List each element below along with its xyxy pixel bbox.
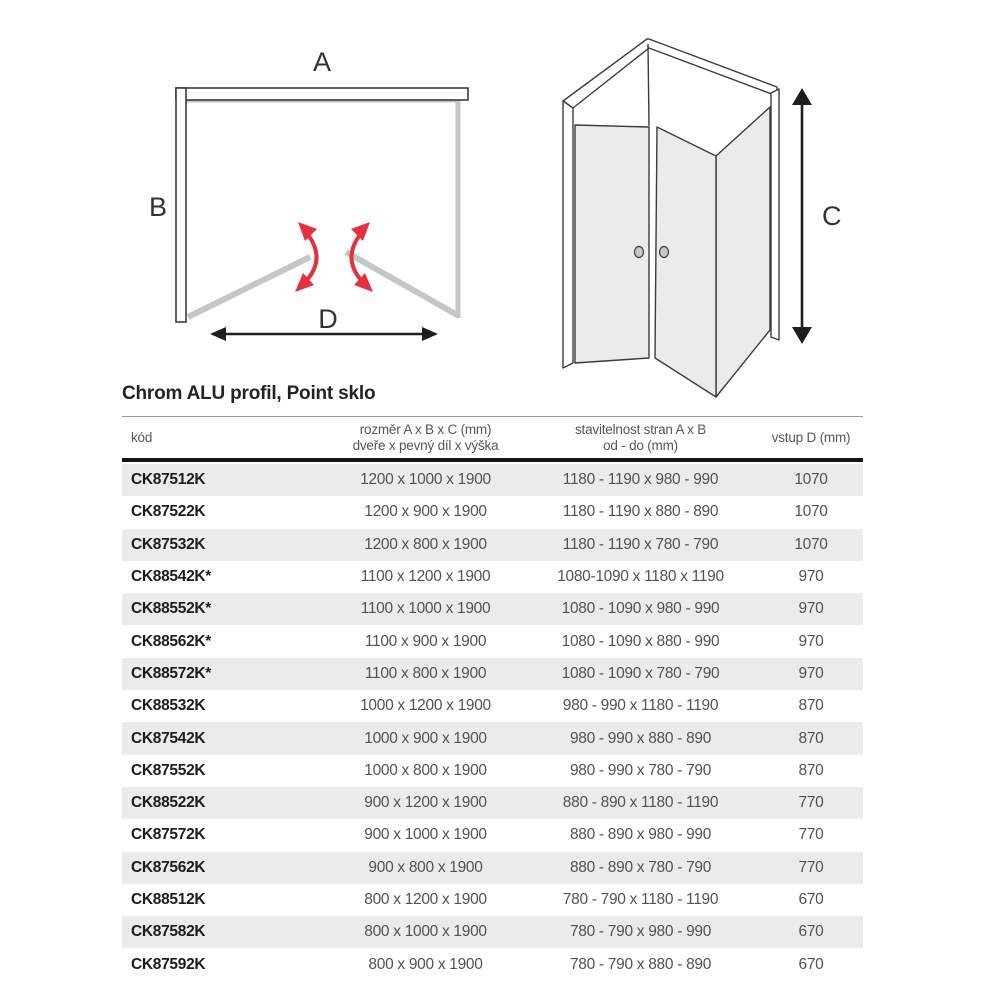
side-panel-glass bbox=[716, 107, 770, 397]
cell-adjustability: 880 - 890 x 780 - 790 bbox=[569, 858, 712, 876]
table-row bbox=[122, 722, 863, 754]
cell-adjustability: 1080 - 1090 x 780 - 790 bbox=[561, 664, 720, 682]
label-d: D bbox=[318, 304, 338, 334]
table-row bbox=[122, 529, 863, 561]
wall-profile-a bbox=[176, 88, 468, 100]
col-header-rozmer-line1: rozměr A x B x C (mm) bbox=[359, 421, 492, 437]
cell-product-code: CK87542K bbox=[131, 729, 206, 747]
door-left-open bbox=[188, 257, 310, 317]
table-row bbox=[122, 464, 863, 496]
cell-product-code: CK87572K bbox=[131, 826, 206, 844]
right-wall-profile bbox=[771, 89, 779, 340]
table-row bbox=[122, 593, 863, 625]
cell-entry-width: 670 bbox=[798, 923, 824, 941]
cell-dimensions: 900 x 800 x 1900 bbox=[368, 858, 483, 876]
cell-dimensions: 1200 x 800 x 1900 bbox=[364, 535, 487, 553]
cell-product-code: CK88562K* bbox=[131, 632, 212, 650]
col-header-stavitelnost-line2: od - do (mm) bbox=[603, 437, 678, 453]
label-a: A bbox=[312, 47, 332, 77]
cell-dimensions: 900 x 1000 x 1900 bbox=[364, 826, 487, 844]
cell-adjustability: 1080-1090 x 1180 x 1190 bbox=[557, 568, 724, 586]
elevation-view-diagram bbox=[540, 22, 880, 407]
spec-table bbox=[122, 416, 863, 981]
table-row bbox=[122, 819, 863, 851]
cell-adjustability: 780 - 790 x 880 - 890 bbox=[569, 955, 712, 973]
cell-product-code: CK88532K bbox=[131, 697, 206, 715]
cell-dimensions: 900 x 1200 x 1900 bbox=[364, 794, 487, 812]
cell-dimensions: 800 x 900 x 1900 bbox=[368, 955, 483, 973]
corner-edge-line bbox=[648, 44, 649, 126]
cell-entry-width: 1070 bbox=[794, 503, 828, 521]
cell-adjustability: 980 - 990 x 1180 - 1190 bbox=[562, 697, 719, 715]
right-door-knob-icon bbox=[660, 247, 669, 258]
left-wall-profile bbox=[563, 101, 573, 368]
cell-entry-width: 970 bbox=[798, 568, 824, 586]
cell-product-code: CK87592K bbox=[131, 955, 206, 973]
plan-view-diagram bbox=[128, 38, 488, 368]
table-row bbox=[122, 787, 863, 819]
cell-product-code: CK87512K bbox=[131, 471, 206, 489]
cell-dimensions: 800 x 1000 x 1900 bbox=[364, 923, 487, 941]
cell-product-code: CK88572K* bbox=[131, 664, 212, 682]
cell-entry-width: 1070 bbox=[794, 535, 828, 553]
label-c: C bbox=[822, 201, 842, 231]
cell-entry-width: 770 bbox=[798, 794, 824, 812]
cell-entry-width: 670 bbox=[798, 891, 824, 908]
col-header-rozmer-line2: dveře x pevný díl x výška bbox=[352, 437, 499, 453]
cell-dimensions: 1000 x 1200 x 1900 bbox=[360, 697, 491, 715]
cell-product-code: CK87562K bbox=[131, 858, 206, 876]
cell-entry-width: 870 bbox=[798, 761, 824, 779]
cell-adjustability: 780 - 790 x 980 - 990 bbox=[569, 923, 712, 941]
cell-product-code: CK87522K bbox=[131, 503, 206, 521]
cell-adjustability: 1180 - 1190 x 780 - 790 bbox=[562, 535, 719, 553]
cell-dimensions: 1100 x 900 x 1900 bbox=[364, 632, 487, 650]
cell-dimensions: 1200 x 1000 x 1900 bbox=[360, 471, 491, 489]
top-frame-profile bbox=[563, 39, 777, 108]
cell-dimensions: 1100 x 800 x 1900 bbox=[364, 664, 487, 682]
cell-adjustability: 880 - 890 x 980 - 990 bbox=[569, 826, 712, 844]
right-door-glass bbox=[655, 127, 716, 397]
table-row bbox=[122, 916, 863, 948]
cell-adjustability: 1080 - 1090 x 880 - 990 bbox=[561, 632, 720, 650]
table-row bbox=[122, 884, 863, 916]
left-door-glass bbox=[575, 125, 649, 363]
cell-product-code: CK88512K bbox=[131, 891, 206, 908]
cell-entry-width: 1070 bbox=[794, 471, 828, 489]
page-title: Chrom ALU profil, Point sklo bbox=[122, 383, 376, 404]
table-row bbox=[122, 948, 863, 980]
cell-adjustability: 980 - 990 x 880 - 890 bbox=[569, 729, 712, 747]
cell-entry-width: 770 bbox=[798, 858, 824, 876]
cell-product-code: CK87552K bbox=[131, 761, 206, 779]
col-header-stavitelnost bbox=[522, 422, 759, 454]
cell-dimensions: 1000 x 800 x 1900 bbox=[364, 761, 487, 779]
table-row bbox=[122, 561, 863, 593]
cell-adjustability: 880 - 890 x 1180 - 1190 bbox=[562, 794, 719, 812]
cell-adjustability: 1080 - 1090 x 980 - 990 bbox=[561, 600, 720, 618]
wall-profile-b bbox=[176, 88, 186, 322]
cell-dimensions: 1200 x 900 x 1900 bbox=[364, 503, 487, 521]
table-row bbox=[122, 658, 863, 690]
cell-entry-width: 970 bbox=[798, 664, 824, 682]
cell-product-code: CK88542K* bbox=[131, 568, 212, 586]
cell-adjustability: 780 - 790 x 1180 - 1190 bbox=[562, 891, 719, 908]
elevation-drawing bbox=[540, 22, 880, 407]
table-row bbox=[122, 496, 863, 528]
label-b: B bbox=[148, 192, 168, 222]
left-door-knob-icon bbox=[635, 247, 644, 258]
dimension-arrow-c bbox=[792, 88, 812, 344]
table-row bbox=[122, 852, 863, 884]
col-header-stavitelnost-line1: stavitelnost stran A x B bbox=[574, 421, 707, 437]
cell-entry-width: 670 bbox=[798, 955, 824, 973]
col-header-rozmer bbox=[329, 422, 522, 454]
cell-product-code: CK88552K* bbox=[131, 600, 212, 618]
cell-entry-width: 970 bbox=[798, 632, 824, 650]
cell-dimensions: 1000 x 900 x 1900 bbox=[364, 729, 487, 747]
table-body bbox=[122, 464, 863, 981]
plan-view-drawing bbox=[128, 38, 488, 368]
table-header-row bbox=[122, 416, 863, 462]
cell-dimensions: 1100 x 1200 x 1900 bbox=[360, 568, 491, 586]
cell-entry-width: 770 bbox=[798, 826, 824, 844]
cell-dimensions: 1100 x 1000 x 1900 bbox=[360, 600, 491, 618]
cell-dimensions: 800 x 1200 x 1900 bbox=[364, 891, 487, 908]
cell-entry-width: 870 bbox=[798, 697, 824, 715]
col-header-vstup: vstup D (mm) bbox=[771, 429, 851, 445]
cell-adjustability: 1180 - 1190 x 880 - 890 bbox=[562, 503, 719, 521]
cell-adjustability: 980 - 990 x 780 - 790 bbox=[569, 761, 712, 779]
cell-product-code: CK88522K bbox=[131, 794, 206, 812]
cell-entry-width: 970 bbox=[798, 600, 824, 618]
table-row bbox=[122, 755, 863, 787]
cell-product-code: CK87582K bbox=[131, 923, 206, 941]
table-row bbox=[122, 625, 863, 657]
table-row bbox=[122, 690, 863, 722]
col-header-kod: kód bbox=[131, 429, 153, 445]
cell-entry-width: 870 bbox=[798, 729, 824, 747]
cell-product-code: CK87532K bbox=[131, 535, 206, 553]
cell-adjustability: 1180 - 1190 x 980 - 990 bbox=[562, 471, 719, 489]
